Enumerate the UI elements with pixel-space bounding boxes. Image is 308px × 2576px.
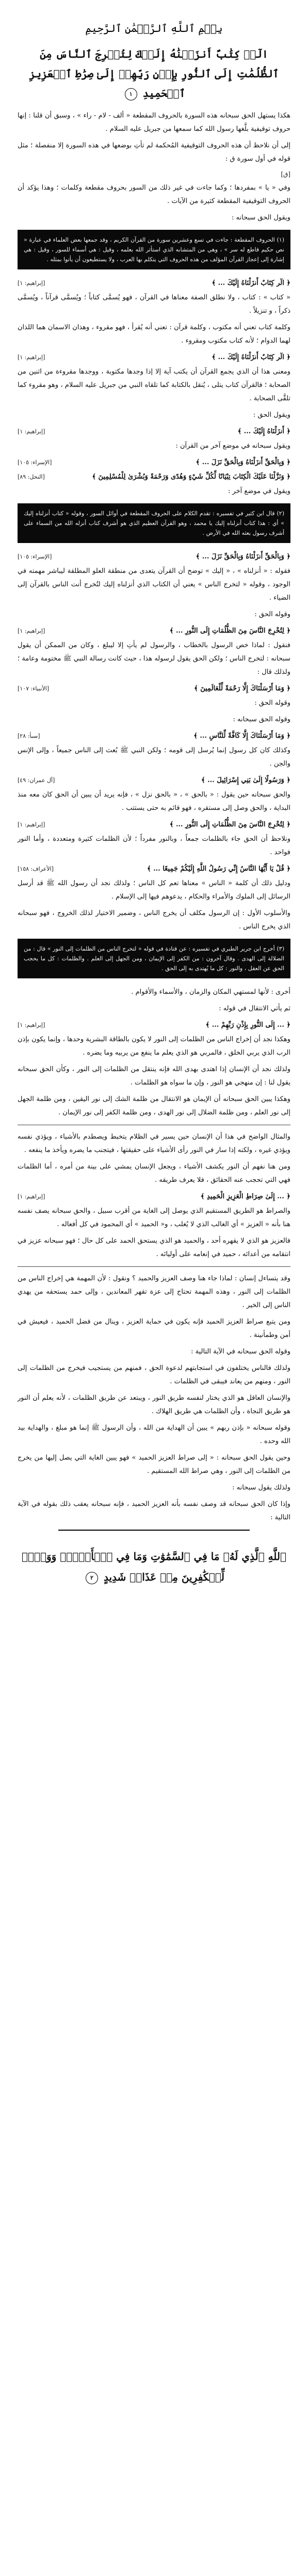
quote-source: [الأنبياء: ١٠٧] — [18, 685, 50, 692]
quran-quote: ﴿ لِتُخْرِجَ النَّاسَ مِنَ الظُّلُمَاتِ إِلَى النُّورِ ... ﴾ — [169, 821, 290, 828]
quote-source: [الأعراف: ١٥٨] — [18, 866, 54, 872]
footnote-box: (٢) قال ابن كثير في تفسيره : تقدم الكلام على الحروف المقطعة في أوائل السور ، وقوله « كتاب أنزلناه إليك » أي : هذا كتاب أنزلناه إليك يا محمد ، وهو القرآن العظيم الذي هو أشرف كتاب أنزله الله من السماء على أشرف رسول بعثه الله في الأرض . — [18, 503, 290, 543]
closing-ayah — [22, 1546, 286, 1587]
body-paragraph: وكذلك كان كل رسول إنما يُرسل إلى قومه ؛ ولكن النبي ﷺ بُعث إلى الناس جميعاً ، وإلى الإنس والجن . — [18, 747, 290, 768]
body-paragraph: ولذلك نجد أن الإنسان إذا اهتدى بهدى الله فإنه ينتقل من الظلمات إلى النور ، وكأن الحق سبحانه يقول لنا : إن منهجي هو النور ، وإن ما سواه هو الظلمات . — [18, 1065, 290, 1087]
quran-quote: ﴿ ... إِلَىٰ صِرَاطِ الْعَزِيزِ الْحَمِيدِ ﴾ — [200, 1193, 290, 1200]
body-paragraph: وقوله الحق سبحانه : — [233, 716, 290, 723]
quote-row — [18, 550, 290, 564]
basmala: بِسۡمِ ٱللَّهِ ٱلرَّحۡمَٰنِ ٱلرَّحِيمِ — [85, 22, 223, 35]
quote-row — [18, 862, 290, 876]
quran-quote: ﴿ الٓر كِتَابٌ أَنزَلْنَاهُ إِلَيْكَ ... ﴾ — [212, 353, 290, 361]
body-paragraph: ومعنى هذا أن الذي يجمع القرآن أن يكتب آية إلا إذا وجدها مكتوبة ، ووجدها مقروءة من اثنين من الصحابة ؛ فالقرآن كتاب يتلى ، يُنقل بالكتابة كما تلقاه النبي من جبريل عليه السلام ، وهو مقروء كما تلقَّى الصحابة . — [18, 368, 290, 402]
quote-row — [18, 624, 290, 638]
body-paragraph: ودليل ذلك أن كلمة « الناس » معناها تعم كل الناس ؛ ولذلك نجد أن رسول الله ﷺ قد أرسل الرسائل إلى الملوك والأمراء والحكام ، يدعوهم فيها إلى الإسلام . — [18, 879, 290, 901]
body-paragraph: وقوله سبحانه « بإذن ربهم » يبين أن الهداية من الله ، وأن الرسول ﷺ إنما هو مبلغ ، والهداية بيد الله وحده . — [18, 1424, 290, 1445]
body-paragraph: فنقول : لماذا خص الرسول بالخطاب ، والرسول لم يأتِ إلا ليبلغ ، وكان من الممكن أن يقول سبحانه : لتخرج الناس ؛ ولكن الحق يقول لرسوله هذا ، حيث كانت رسالة النبي ﷺ مختومة وعامة ؛ ولذلك قال : — [18, 641, 290, 676]
quran-quote: ﴿ لِتُخْرِجَ النَّاسَ مِنَ الظُّلُمَاتِ إِلَى النُّورِ ... ﴾ — [169, 627, 290, 635]
quote-source: [آل عمران: ٤٩] — [18, 777, 55, 784]
quran-quote: ﴿ وَبِالْحَقِّ أَنزَلْنَاهُ وَبِالْحَقِّ نَزَلَ ... ﴾ — [196, 553, 290, 561]
body-paragraph: ولذلك يقول سبحانه : — [232, 1484, 290, 1492]
body-paragraph: ومن هنا نفهم أن النور يكشف الأشياء ، ويجعل الإنسان يمشي على بينة من أمره ، أما الظلمات فهي التي تحجب عنه الحقائق ، فلا يعرف طريقه . — [18, 1163, 290, 1184]
footnote-box: (١) الحروف المقطعة : جاءت في تسع وعشرين سورة من القرآن الكريم ، وقد جمعها بعض العلماء في عبارة « نص حكيم قاطع له سر » ، وهي من المتشابه الذي استأثر الله بعلمه ، وقيل : هي أسماء للسور ، وقيل : هي إشارة إلى إعجاز القرآن المؤلف من هذه الحروف التي يتكلم بها العرب ، ولا يستطيعون أن يأتوا بمثله . — [18, 230, 290, 269]
body-paragraph: وإذا كان الحق سبحانه قد وصف نفسه بأنه العزيز الحميد ، فإنه سبحانه يعقب ذلك بقوله في الآية التالية : — [18, 1500, 290, 1521]
body-paragraph: والصراط هو الطريق المستقيم الذي يوصل إلى الغاية من أقرب سبيل ، والحق سبحانه يصف نفسه هنا بأنه « العزيز » أي الغالب الذي لا يُغلب ، و« الحميد » أي المحمود في كل أفعاله . — [18, 1207, 290, 1228]
intro-paragraph: هكذا يستهل الحق سبحانه هذه السورة بالحروف المقطعة « ألف - لام - راء » ، وسبق أن قلنا : إنها حروف توقيفية بلَّغها رسول الله كما سمعها من جبريل عليه السلام . — [18, 112, 290, 133]
body-paragraph: والحق سبحانه حين يقول : « بالحق » ، « بالحق نزل » ، فإنه يريد أن يبين أن الحق كان معه منذ البداية ، والحق وصل إلى مستقره ، فهو قائم به حتى يستتب . — [18, 791, 290, 812]
quote-row — [18, 818, 290, 832]
ayah-number-marker: ١ — [125, 88, 137, 100]
quran-quote: ﴿ وَمَا أَرْسَلْنَاكَ إِلَّا كَافَّةً لِّلنَّاسِ ... ﴾ — [193, 732, 290, 740]
body-paragraph: ثم يأتي الانتقال في قوله : — [219, 1005, 290, 1012]
quote-source: [النحل: ٨٩] — [18, 473, 45, 480]
quote-source: [الإسراء: ١٠٥] — [18, 459, 52, 466]
quote-source: [سبأ: ٢٨] — [18, 733, 40, 739]
body-paragraph: ونلاحظ أن الحق جاء بالظلمات جمعاً ، وبالنور مفرداً ؛ لأن الظلمات كثيرة ومتعددة ، وأما النور فواحد . — [18, 835, 290, 856]
quote-row — [18, 1190, 290, 1204]
body-paragraph: وهكذا يبين الحق سبحانه أن الإيمان هو الانتقال من ظلمة الشك إلى نور اليقين ، ومن ظلمة الجهل إلى نور العلم ، ومن ظلمة الضلال إلى نور الهدى ، ومن ظلمة الكفر إلى نور الإيمان . — [18, 1095, 290, 1116]
body-paragraph: ولذلك فالناس يختلفون في استجابتهم لدعوة الحق ، فمنهم من يستجيب فيخرج من الظلمات إلى النور ، ومنهم من يعاند فيبقى في الظلمات . — [18, 1364, 290, 1385]
closing-ayah-text: ٱللَّهِ ٱلَّذِي لَهُۥ مَا فِي ٱلسَّمَٰوَٰتِ وَمَا فِي ٱلۡأَرۡضِۗ وَوَيۡلٞ لِّلۡكَٰفِرِينَ مِنۡ عَذَابٖ شَدِيدٍ — [22, 1550, 286, 1583]
quote-row — [18, 425, 290, 438]
body-paragraph: ويقول في موضع آخر : — [228, 487, 290, 495]
body-paragraph: والأسلوب الأول : إن الرسول مكلف أن يخرج الناس ، وضمير الاختيار لذلك الخروج ، فهو سبحانه الذي يخرج الناس . — [18, 909, 290, 930]
quote-source: [إبراهيم: ١] — [18, 428, 45, 435]
quran-quote: ﴿ وَبِالْحَقِّ أَنزَلْنَاهُ وَبِالْحَقِّ نَزَلَ ... ﴾ — [196, 459, 290, 466]
quran-quote: ﴿ وَنَزَّلْنَا عَلَيْكَ الْكِتَابَ تِبْيَانًا لِّكُلِّ شَيْءٍ وَهُدًى وَرَحْمَةً وَبُشْرَىٰ لِلْمُسْلِمِينَ ﴾ — [92, 473, 290, 481]
quote-source: [إبراهيم: ١] — [18, 1022, 45, 1028]
section-divider — [18, 1266, 290, 1267]
opening-ayah-text: الٓرۚ كِتَٰبٌ أَنزَلۡنَٰهُ إِلَيۡكَ لِتُخۡرِجَ ٱلنَّاسَ مِنَ ٱلظُّلُمَٰتِ إِلَى ٱلنُّورِ بِإِذۡنِ رَبِّهِمۡ إِلَىٰ صِرَٰطِ ٱلۡعَزِيزِ ٱلۡحَمِيدِ — [29, 48, 279, 99]
body-paragraph: وقوله الحق : — [254, 699, 290, 707]
quote-row — [18, 730, 290, 743]
intro-tag-row — [18, 169, 290, 179]
body-paragraph: وقوله الحق سبحانه في الآية التالية : — [191, 1348, 290, 1355]
intro-paragraph: وفي « يا » بمفردها ؛ وكما جاءت في غير ذلك من السور بحروف مقطعة وكلمات ؛ وهذا يؤكد أن الحروف التوقيفية المقطعة كثيرة من الآيات . — [18, 184, 290, 205]
body-paragraph: وهكذا نجد أن إخراج الناس من الظلمات إلى النور لا يكون بالطاقة البشرية وحدها ، وإنما يكون بإذن الرب الذي يربي الخلق ، فالمربي هو الذي يعلم ما ينفع من يربيه وما يضره . — [18, 1036, 290, 1057]
quote-source: [إبراهيم: ١] — [18, 280, 45, 286]
body-paragraph: وقوله الحق : — [254, 611, 290, 618]
quote-row — [18, 470, 290, 484]
body-paragraph: أخرى : لأنها لمستهي المكان والزمان ، والأسماء والأقوام . — [131, 988, 290, 996]
quote-source: [إبراهيم: ١] — [18, 628, 45, 634]
quote-row — [18, 351, 290, 364]
ayah-number-marker: ٢ — [86, 1572, 98, 1584]
quran-quote: ﴿ أَنزَلْنَاهُ إِلَيْكَ ... ﴾ — [237, 428, 290, 435]
quote-source: [الإسراء: ١٠٥] — [18, 553, 52, 560]
body-paragraph: ويقول سبحانه في موضع آخر من القرآن : — [175, 442, 290, 450]
intro-paragraph: إلى أن نلاحظ أن هذه الحروف التوقيفية المُحكمة لم تأتِ بوضعها في هذه السورة إلا منفصلة ؛ مثل قوله في أول سورة ق : — [18, 142, 290, 163]
body-paragraph: ومن يتبع صراط العزيز الحميد فإنه يكون في حماية العزيز ، وينال من فضل الحميد ، فيعيش في أمن وطمأنينة . — [18, 1318, 290, 1339]
intro-paragraph: ويقول الحق سبحانه : — [232, 214, 290, 222]
body-paragraph: وكلمة كتاب تعني أنه مكتوب ، وكلمة قرآن : تعني أنه يُقرأ ، فهو مقروء ، وهذان الاسمان هما اللذان لهما الدوام ؛ لأنه كتاب مكتوب ومقروء . — [18, 324, 290, 345]
quran-quote: ﴿ قُلْ يَا أَيُّهَا النَّاسُ إِنِّي رَسُولُ اللَّهِ إِلَيْكُمْ جَمِيعًا ... ﴾ — [147, 865, 290, 873]
quote-source: [إبراهيم: ١] — [18, 354, 45, 361]
opening-ayah — [21, 44, 287, 103]
quote-row — [18, 277, 290, 290]
body-paragraph: فقوله : « أنزلناه » ، « إليك » توضح أن القرآن يتعدى من منطقة العلو المطلقة ليباشر مهمته في الوجود ، وقوله « لتخرج الناس » يعني أن الكتاب الذي أنزلناه إليك لتُخرج أنت الناس بالقرآن إلى الضياء . — [18, 567, 290, 602]
decor-line — [58, 1530, 249, 1531]
intro-tag: [ق] — [281, 171, 290, 178]
quran-quote: ﴿ وَرَسُولًا إِلَىٰ بَنِي إِسْرَائِيلَ ... ﴾ — [201, 776, 290, 784]
quote-source: [إبراهيم: ١] — [18, 821, 45, 828]
quote-row — [18, 682, 290, 696]
quote-row — [18, 774, 290, 787]
quote-row — [18, 456, 290, 469]
body-paragraph: « كتاب » : كتاب ، ولا نطلق الصفة معناها في القرآن ، فهو يُسمَّى كتاباً ؛ ويُسمَّى قرآناً ، ويُسمَّى ذكراً ، و تنزيلاً . — [18, 294, 290, 315]
footnote-box: (٣) أخرج ابن جرير الطبري في تفسيره : عن قتادة في قوله « لتخرج الناس من الظلمات إلى النور » قال : من الضلالة إلى الهدى . وقال آخرون : من الكفر إلى الإيمان ، ومن الجهل إلى العلم . والظلمات : كل ما يحجب الحق عن العقل ، والنور : كل ما يُهتدى به إلى الحق . — [18, 939, 290, 978]
body-paragraph: والإنسان العاقل هو الذي يختار لنفسه طريق النور ، ويبتعد عن طريق الظلمات ، لأنه يعلم أن النور هو طريق النجاة ، وأن الظلمات هي طريق الهلاك . — [18, 1394, 290, 1415]
quran-quote: ﴿ الٓر كِتَابٌ أَنزَلْنَاهُ إِلَيْكَ ... ﴾ — [212, 279, 290, 287]
quote-source: [إبراهيم: ١] — [18, 1193, 45, 1200]
body-paragraph: وحين يقول الحق سبحانه : « إلى صراط العزيز الحميد » فهو يبين الغاية التي يصل إليها من يخرج من الظلمات إلى النور ، وهي صراط الله المستقيم . — [18, 1454, 290, 1475]
quran-quote: ﴿ ... إِلَى النُّورِ بِإِذْنِ رَبِّهِمْ ... ﴾ — [205, 1021, 290, 1029]
body-paragraph: وقد يتساءل إنسان : لماذا جاء هنا وصف العزيز والحميد ؟ ونقول : لأن المهمة هي إخراج الناس من الظلمات إلى النور ، وهذه المهمة تحتاج إلى عزة تقهر المعاندين ، وإلى حمد يستحقه من يهدي الناس إلى الخير . — [18, 1275, 290, 1309]
quran-quote: ﴿ وَمَا أَرْسَلْنَاكَ إِلَّا رَحْمَةً لِّلْعَالَمِينَ ﴾ — [194, 685, 290, 692]
quote-row — [18, 1019, 290, 1032]
body-paragraph: فالعزيز هو الذي لا يقهره أحد ، والحميد هو الذي يستحق الحمد على كل حال ؛ فهو سبحانه عزيز في انتقامه من أعدائه ، حميد في إنعامه على أوليائه . — [18, 1237, 290, 1258]
body-paragraph: ويقول الحق : — [253, 411, 290, 419]
body-paragraph: والمثال الواضح في هذا أن الإنسان حين يسير في الظلام يتخبط ويصطدم بالأشياء ، ويؤذي نفسه ويؤذي غيره ، ولكنه إذا سار في النور رأى الأشياء على حقيقتها ، فيتجنب ما يضره ويأخذ ما ينفعه . — [18, 1133, 290, 1154]
